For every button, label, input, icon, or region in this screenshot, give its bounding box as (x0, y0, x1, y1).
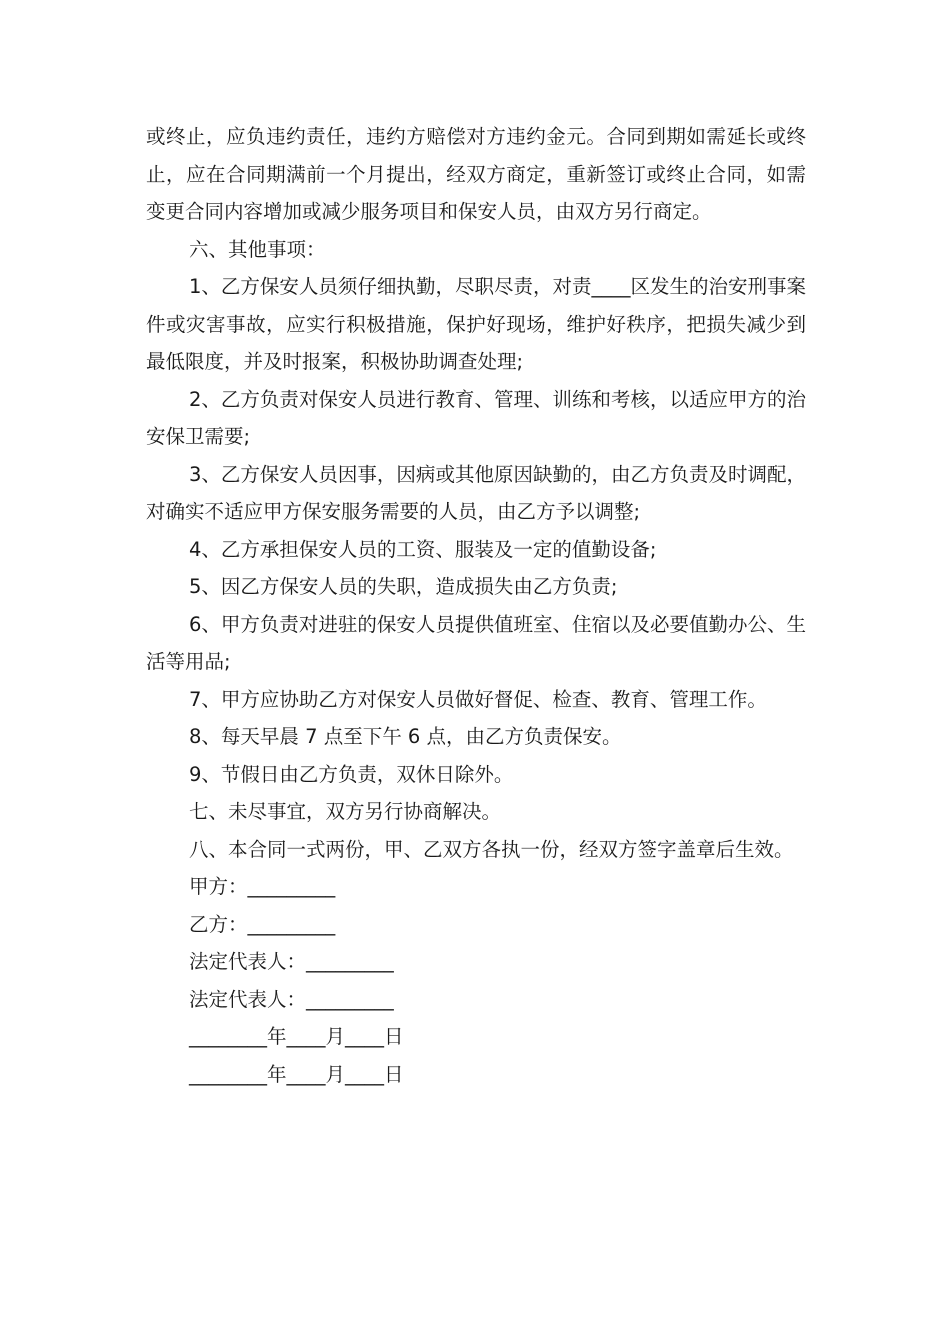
clause-6: 6、甲方负责对进驻的保安人员提供值班室、住宿以及必要值勤办公、生活等用品; (146, 612, 806, 673)
signature-party-a: 甲方：_________ (189, 875, 336, 898)
clause-7: 7、甲方应协助乙方对保安人员做好督促、检查、教育、管理工作。 (189, 687, 767, 711)
signature-party-b: 乙方：_________ (189, 912, 336, 936)
clause-9: 9、节假日由乙方负责，双休日除外。 (189, 762, 514, 786)
date-line-a: ________年____月____日 (189, 1025, 404, 1048)
clause-5: 5、因乙方保安人员的失职，造成损失由乙方负责; (189, 575, 618, 598)
clause-1: 1、乙方保安人员须仔细执勤，尽职尽责，对责____区发生的治安刑事案件或灾害事故，应实行积极措施，保护好现场，维护好秩序，把损失减少到最低限度，并及时报案，积极协助调查处理; (146, 275, 806, 373)
clause-3: 3、乙方保安人员因事，因病或其他原因缺勤的，由乙方负责及时调配，对确实不适应甲方保安服务需要的人员，由乙方予以调整; (146, 462, 806, 523)
document-body (146, 118, 806, 1093)
clause-8: 8、每天早晨 7 点至下午 6 点，由乙方负责保安。 (189, 725, 622, 748)
legal-representative-b: 法定代表人：_________ (189, 987, 394, 1011)
clause-4: 4、乙方承担保安人员的工资、服装及一定的值勤设备; (189, 537, 657, 561)
paragraph-contract-termination: 或终止，应负违约责任，违约方赔偿对方违约金元。合同到期如需延长或终止，应在合同期满前一个月提出，经双方商定，重新签订或终止合同，如需变更合同内容增加或减少服务项目和保安人员，由双方另行商定。 (146, 125, 806, 223)
clause-2: 2、乙方负责对保安人员进行教育、管理、训练和考核，以适应甲方的治安保卫需要; (146, 387, 806, 448)
section-seven: 七、未尽事宜，双方另行协商解决。 (189, 800, 502, 823)
section-eight: 八、本合同一式两份，甲、乙双方各执一份，经双方签字盖章后生效。 (189, 837, 794, 861)
date-line-b: ________年____月____日 (189, 1062, 404, 1086)
section-heading-other-matters: 六、其他事项： (189, 237, 326, 261)
legal-representative-a: 法定代表人：_________ (189, 950, 394, 973)
